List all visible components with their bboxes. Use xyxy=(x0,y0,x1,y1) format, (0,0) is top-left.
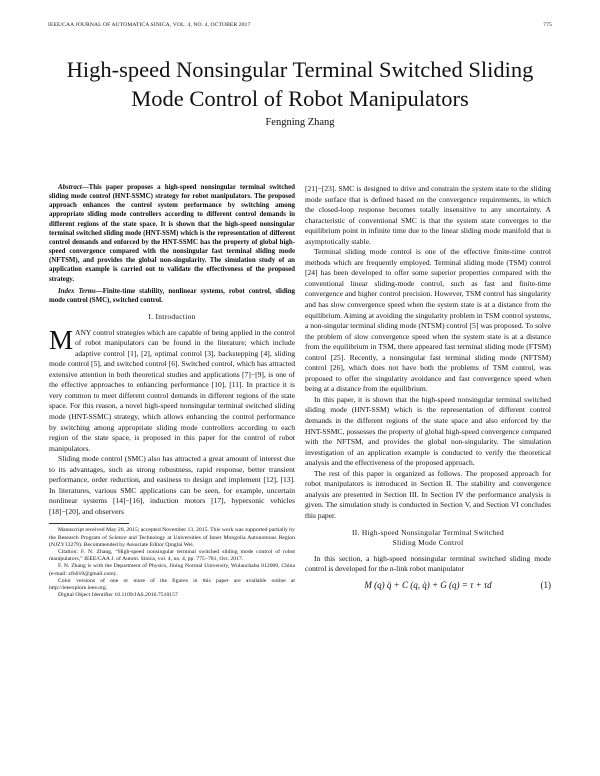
equation-1-number: (1) xyxy=(540,579,551,590)
title-line-2: Mode Control of Robot Manipulators xyxy=(131,86,469,111)
right-column xyxy=(305,184,551,590)
footnote-doi: Digital Object Identifier 10.1109/JAS.2016.7510157 xyxy=(58,592,178,599)
drop-cap: M xyxy=(49,324,74,355)
intro-paragraph-2: Sliding mode control (SMC) also has attracted a great amount of interest due to its advantages, such as strong robustness, rapid response, better transient performance, order reduction, and easiness to design and implement [12], [13]. In literatures, various SMC applications can be seen, for example, uncertain nonlinear systems [14]−[16], induction motors [17], hypersonic vehicles [18]−[20], and observers xyxy=(49,454,295,516)
footnote-manuscript: Manuscript received May 20, 2015; accepted November 13, 2015. This work was supported partially by the Research Program of Science and Technology at Universities of Inner Mongolia Autonomous Region (NJZY13279). Recommended by Associate Editor Qinglai Wei. xyxy=(49,527,295,548)
paper-title xyxy=(30,55,570,113)
footnote-rule xyxy=(49,523,129,524)
right-paragraph-3: In this paper, it is shown that the high-speed nonsingular terminal switched sliding mode (HNT-SSM) which is the representation of different control demands in the different regions of the state space and also enforced by the HNT-SSMC, possesses the property of global high-speed convergence compared with the NFTSM, and provides the global non-singularity. The simulation investigation of an application example is conducted to verify the theoretical analysis and the effectiveness of the proposed approach. xyxy=(305,394,551,468)
footnote-affiliation: F. N. Zhang is with the Department of Physics, Jining Normal University, Wulanchabu 012000, China (e-mail: zfn010@gmail.com). xyxy=(49,563,295,577)
section-2-heading-line-2: Sliding Mode Control xyxy=(392,538,464,547)
journal-header: IEEE/CAA JOURNAL OF AUTOMATICA SINICA, VOL. 4, NO. 4, OCTOBER 2017 xyxy=(48,22,251,28)
author-name: Fengning Zhang xyxy=(265,117,335,128)
section-1-heading: I. Introduction xyxy=(148,312,196,322)
abstract-text: —This paper proposes a high-speed nonsingular terminal switched sliding mode control (HNT-SSMC) strategy for robot manipulators. The proposed approach enhances the control system performance by switching among appropriate sliding mode controllers according to different control demands in different regions of the state space. It is shown that the high-speed nonsingular terminal switched sliding mode (HNT-SSM) which is the representation of different control demands and enforced by the HNT-SSMC has the property of global high-speed convergence compared with the nonsingular fast terminal sliding mode (NFTSM), and provides the global non-singularity. The simulation study of an application example is carried out to validate the effectiveness of the proposed strategy. xyxy=(49,184,295,283)
right-paragraph-1: [21]−[23]. SMC is designed to drive and constrain the system state to the sliding mode surface that is defined based on the convergence requirements, in which the closed-loop response becomes totally insensitive to any uncertainty. A characteristic of conventional SMC is that the system state converges to the equilibrium point in infinite time due to the linear sliding mode manifold that is asymptotically stable. xyxy=(305,184,551,246)
index-terms-label: Index Terms xyxy=(58,287,96,295)
intro-paragraph-1 xyxy=(49,324,295,455)
left-column xyxy=(49,183,295,599)
section-2-paragraph-1: In this section, a high-speed nonsingular terminal switched sliding mode control is developed for the n-link robot manipulator xyxy=(305,553,551,574)
equation-1-body: M (q) q̈ + C (q, q̇) + G (q) = τ + τd xyxy=(364,579,492,590)
index-terms-text: —Finite-time stability, nonlinear systems, robot control, sliding mode control (SMC), switched control. xyxy=(49,287,295,304)
section-2-heading-line-1: II. High-speed Nonsingular Terminal Switched xyxy=(352,527,504,537)
section-2-heading xyxy=(305,528,551,549)
footnote-citation: Citation: F. N. Zhang, “High-speed nonsingular terminal switched sliding mode control of robot manipulators,” IEEE/CAA J. of Autom. Sinica, vol. 4, no. 4, pp. 775−781, Oct. 2017. xyxy=(49,549,295,563)
page-number: 775 xyxy=(543,22,552,28)
abstract-label: Abstract xyxy=(58,184,82,191)
right-paragraph-2: Terminal sliding mode control is one of the effective finite-time control methods which are frequently employed. Terminal sliding mode (TSM) control [24] has been developed to offer some superior properties compared with the conventional linear sliding-mode control, such as fast and finite-time convergence and higher control precision. However, TSM control has singularity and has slow convergence speed when the system state is at a distance from the equilibrium. Aiming at avoiding the singularity problem in TSM control systems, a non-singular terminal sliding mode (NTSM) control [5] was proposed. To solve the problem of slow convergence speed when the system state is at a distance from the equilibrium in TSM, there appeared fast terminal sliding mode (FTSM) control [25]. Recently, a nonsingular fast terminal sliding mode (NFTSM) control [26], which does not have both the problems of TSM control, was proposed to offer the singularity avoidance and fast convergence speed when being at a distance from the equilibrium. xyxy=(305,247,551,394)
index-terms xyxy=(49,287,295,305)
equation-1 xyxy=(305,580,551,591)
running-header xyxy=(48,22,552,28)
intro-paragraph-1-text: ANY control strategies which are capable of being applied in the control of robot manipulators can be found in the literature; which include adaptive control [1], [2], optimal control [3], backstepping [4], sliding mode control [5], and switched control [6]. Switched control, which has attracted extensive attention in both theoretical studies and applications [7]−[9], is one of the effective approaches to enhancing performance [10], [11]. In practice it is very common to meet different control demands in different regions of the state space. For this reason, a novel high-speed nonsingular terminal switched sliding mode (HNT-SSMC) strategy, which allows enhancing the control performance by switching among appropriate sliding mode controllers according to each region of the state space, is proposed in this paper for the control of robot manipulators. xyxy=(49,327,295,453)
footnote-color: Color versions of one or more of the figures in this paper are available online at http://ieeexplore.ieee.org. xyxy=(49,577,295,592)
right-paragraph-4: The rest of this paper is organized as follows. The proposed approach for robot manipulators is introduced in Section II. The stability and convergence analysis are presented in Section III. In Section IV the performance analysis is given. The simulation study is conducted in Section V, and Section VI concludes this paper. xyxy=(305,468,551,520)
abstract xyxy=(49,183,295,284)
title-line-1: High-speed Nonsingular Terminal Switched Sliding xyxy=(66,57,534,82)
